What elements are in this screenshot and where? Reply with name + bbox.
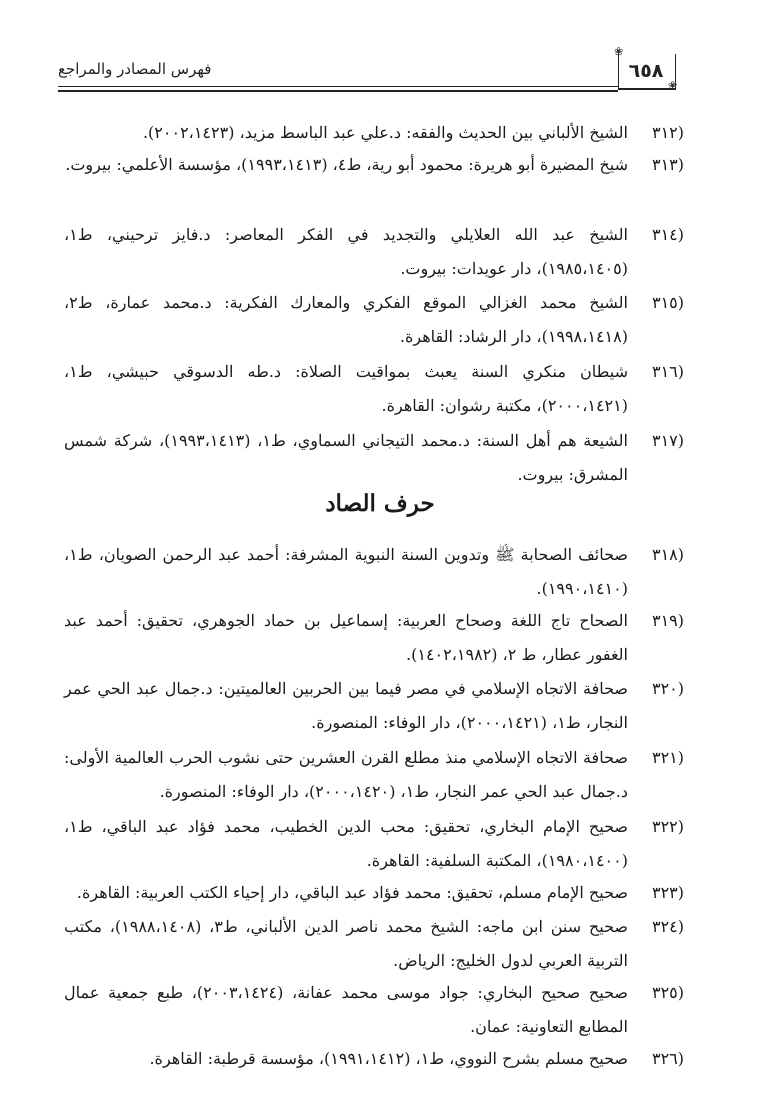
entry-text: الشيخ الألباني بين الحديث والفقه: د.علي عبد الباسط مزيد، (٢٠٠٢،١٤٢٣).: [142, 123, 628, 142]
entry-number: ٣٢٢): [651, 817, 684, 836]
entry-text: صحائف الصحابة ﷺ وتدوين السنة النبوية المشرفة: أحمد عبد الرحمن الصويان، ط١، (١٩٩٠،١٤١٠).: [64, 545, 628, 598]
bibliography-entry: [64, 148, 684, 182]
entry-number: ٣١٣): [651, 155, 684, 174]
page-header: [58, 44, 684, 94]
bibliography-entry: [64, 910, 684, 978]
entry-text: شيخ المضيرة أبو هريرة: محمود أبو رية، ط٤، (١٩٩٣،١٤١٣)، مؤسسة الأعلمي: بيروت.: [65, 155, 628, 174]
running-title: فهرس المصادر والمراجع: [58, 60, 212, 78]
entry-text: الشيخ عبد الله العلايلي والتجديد في الفكر المعاصر: د.فايز ترحيني، ط١، (١٩٨٥،١٤٠٥)، دار عويدات: بيروت.: [64, 225, 628, 278]
bibliography-entry: [64, 672, 684, 740]
entry-number: ٣١٧): [651, 431, 684, 450]
entry-number: ٣٢٦): [651, 1049, 684, 1068]
bibliography-entry: [64, 976, 684, 1044]
entry-number: ٣٢٠): [651, 679, 684, 698]
entry-text: صحيح الإمام البخاري، تحقيق: محب الدين الخطيب، محمد فؤاد عبد الباقي، ط١، (١٩٨٠،١٤٠٠)، المكتبة السلفية: القاهرة.: [64, 817, 628, 870]
entry-number: ٣٢٥): [651, 983, 684, 1002]
entry-number: ٣١٩): [651, 611, 684, 630]
entry-text: الصحاح تاج اللغة وصحاح العربية: إسماعيل بن حماد الجوهري، تحقيق: أحمد عبد الغفور عطار، ط ٢، (١٤٠٢،١٩٨٢).: [64, 611, 628, 664]
header-rule: [58, 86, 618, 87]
bibliography-entry: [64, 218, 684, 286]
bibliography-entry: [64, 538, 684, 606]
header-rule-thick: [58, 90, 618, 92]
bibliography-entry: [64, 1042, 684, 1076]
entry-text: صحيح صحيح البخاري: جواد موسى محمد عفانة، (٢٠٠٣،١٤٢٤)، طبع جمعية عمال المطابع التعاونية: عمان.: [64, 983, 628, 1036]
entry-number: ٣٢٣): [651, 883, 684, 902]
bibliography-entry: [64, 876, 684, 910]
entry-text: صحيح مسلم بشرح النووي، ط١، (١٩٩١،١٤١٢)، مؤسسة قرطبة: القاهرة.: [149, 1049, 628, 1068]
entry-text: الشيخ محمد الغزالي الموقع الفكري والمعارك الفكرية: د.محمد عمارة، ط٢، (١٩٩٨،١٤١٨)، دار الرشاد: القاهرة.: [64, 293, 629, 346]
entry-text: صحيح الإمام مسلم، تحقيق: محمد فؤاد عبد الباقي، دار إحياء الكتب العربية: القاهرة.: [76, 883, 628, 902]
bibliography-entry: [64, 286, 684, 354]
entry-text: صحافة الاتجاه الإسلامي منذ مطلع القرن العشرين حتى نشوب الحرب العالمية الأولى: د.جمال عبد الحي عمر النجار، ط١، (٢٠٠٠،١٤٢٠)، دار الوفاء: المنصورة.: [64, 748, 628, 801]
page-number: ٦٥٨: [628, 60, 664, 82]
entry-number: ٣١٤): [651, 225, 684, 244]
bibliography-entry: [64, 741, 684, 809]
ornament-icon: ❀: [668, 79, 678, 92]
entry-number: ٣٢١): [651, 748, 684, 767]
ornament-icon: ❀: [614, 45, 624, 58]
entry-text: صحيح سنن ابن ماجه: الشيخ محمد ناصر الدين الألباني، ط٣، (١٩٨٨،١٤٠٨)، مكتب التربية العربي لدول الخليج: الرياض.: [64, 917, 628, 970]
section-heading: حرف الصاد: [325, 490, 435, 517]
entry-text: الشيعة هم أهل السنة: د.محمد التيجاني السماوي، ط١، (١٩٩٣،١٤١٣)، شركة شمس المشرق: بيروت.: [64, 431, 628, 484]
bibliography-entry: [64, 604, 684, 672]
entry-number: ٣١٨): [651, 545, 684, 564]
bibliography-entry: [64, 355, 684, 423]
bibliography-entry: [64, 424, 684, 492]
entry-number: ٣١٦): [651, 362, 684, 381]
entry-text: شيطان منكري السنة يعبث بمواقيت الصلاة: د.طه الدسوقي حبيشي، ط١، (٢٠٠٠،١٤٢١)، مكتبة رشوان: القاهرة.: [64, 362, 628, 415]
entry-number: ٣٢٤): [651, 917, 684, 936]
bibliography-entry: [64, 116, 684, 150]
page-number-box: [614, 46, 680, 90]
entry-text: صحافة الاتجاه الإسلامي في مصر فيما بين الحربين العالميتين: د.جمال عبد الحي عمر النجار، ط١، (٢٠٠٠،١٤٢١)، دار الوفاء: المنصورة.: [64, 679, 628, 732]
entry-number: ٣١٢): [651, 123, 684, 142]
entry-number: ٣١٥): [651, 293, 684, 312]
bibliography-entry: [64, 810, 684, 878]
